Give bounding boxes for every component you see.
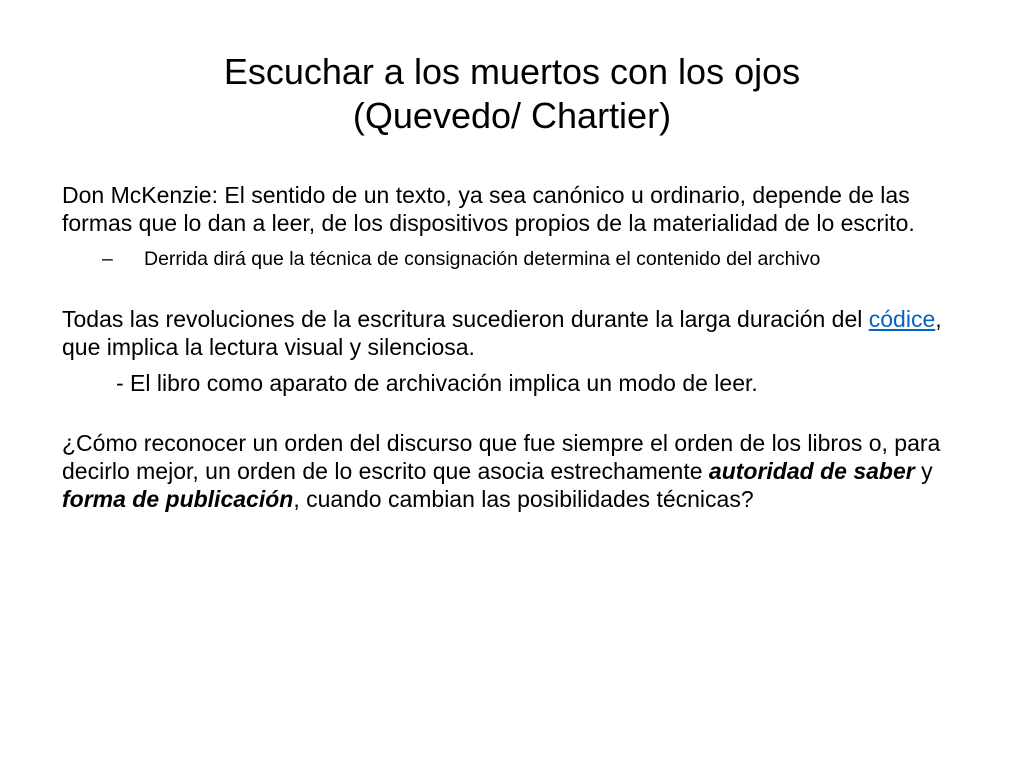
slide-body — [62, 181, 982, 513]
dash-bullet: – — [102, 248, 113, 270]
paragraph-question — [62, 429, 982, 513]
paragraph-mckenzie: Don McKenzie: El sentido de un texto, ya sea canónico u ordinario, depende de las formas que lo dan a leer, de los dispositivos propios de la materialidad de lo escrito. — [62, 182, 915, 236]
codice-link[interactable]: códice — [868, 306, 936, 332]
title-line-1: Escuchar a los muertos con los ojos — [223, 51, 801, 92]
emphasis-autoridad: autoridad de saber — [708, 458, 915, 484]
paragraph-revoluciones — [62, 305, 982, 361]
question-part-1: ¿Cómo reconocer un orden del discurso que fue siempre el orden de los libros o, para decirlo mejor, un orden de lo escrito que asocia estrechamente — [62, 430, 941, 484]
emphasis-forma: forma de publicación — [62, 486, 294, 512]
paragraph-libro: - El libro como aparato de archivación implica un modo de leer. — [116, 370, 758, 396]
slide-title — [60, 50, 964, 138]
sub-bullet-text: Derrida dirá que la técnica de consignación determina el contenido del archivo — [144, 248, 821, 270]
paragraph-revoluciones-text: Todas las revoluciones de la escritura sucedieron durante la larga duración del — [62, 306, 869, 332]
paragraph-revoluciones-tail: , que implica la lectura visual y silenciosa. — [62, 306, 942, 360]
question-part-2: y — [914, 458, 933, 484]
question-part-3: , cuando cambian las posibilidades técnicas? — [293, 486, 754, 512]
sub-bullet-derrida — [62, 247, 982, 271]
title-line-2: (Quevedo/ Chartier) — [352, 95, 672, 136]
